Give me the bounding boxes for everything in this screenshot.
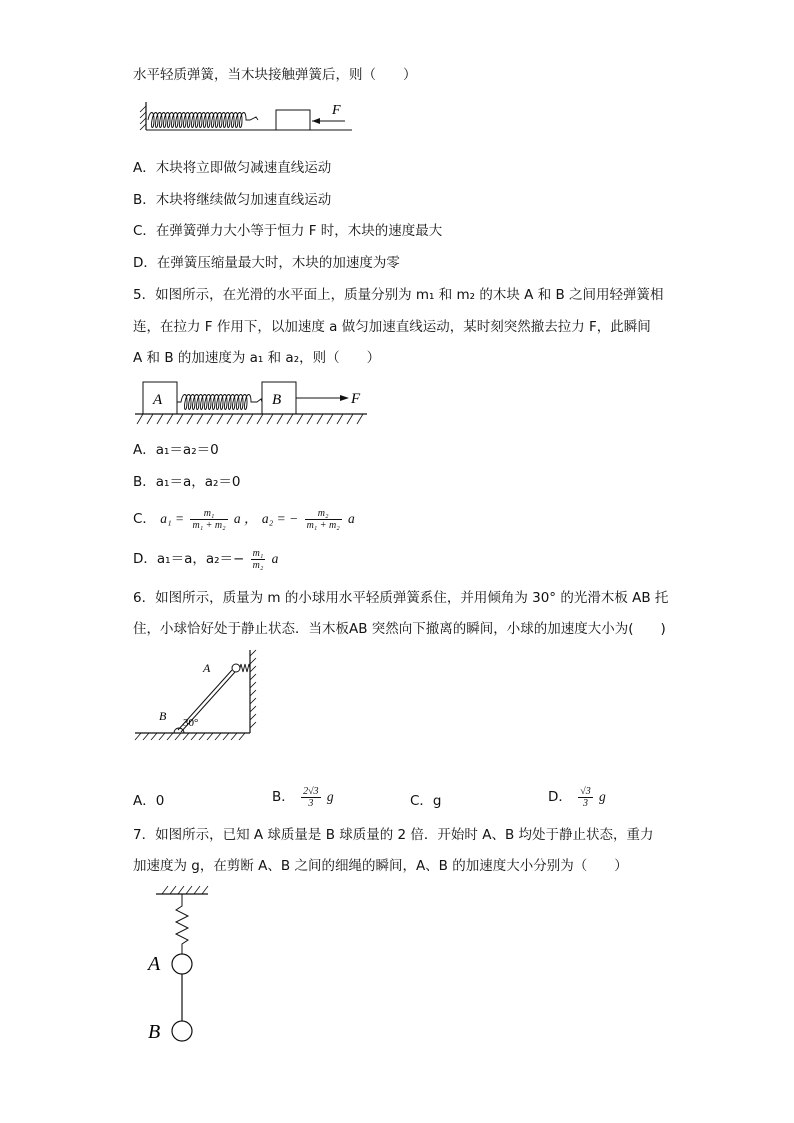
q7-label-b: B	[148, 1021, 161, 1043]
q5-stem-line-1: 5．如图所示，在光滑的水平面上，质量分别为 m₁ 和 m₂ 的木块 A 和 B 之间用轻弹簧相	[133, 287, 664, 303]
q5-stem-line-3: A 和 B 的加速度为 a₁ 和 a₂，则（ ）	[133, 350, 381, 366]
q5-option-d-fraction: $\frac{\text{m₁}}{\text{m₂}}$	[252, 547, 264, 571]
q5-option-b: B．a₁＝a，a₂＝0	[133, 474, 241, 490]
q7-figure-hanging-balls	[140, 884, 210, 1044]
q6-option-d-fraction: $\frac{√3}{3}$	[580, 785, 591, 809]
q5-option-c-fraction-2: $\frac{\text{m₂}}{\text{m₁ + m₂}}$	[306, 507, 340, 531]
q5-option-d: D．a₁＝a，a₂＝− $\frac{\text{m₁}}{\text{m₂}}$ a	[133, 547, 279, 571]
q4-figure-spring-block	[140, 100, 360, 136]
q6-figure-incline-spring	[133, 648, 273, 743]
q6-option-b: B． $\frac{2√3}{3}$ g	[272, 785, 334, 809]
q6-ball	[232, 664, 240, 672]
q6-stem-line-1: 6．如图所示，质量为 m 的小球用水平轻质弹簧系住，并用倾角为 30° 的光滑木板 AB 托	[133, 590, 669, 606]
q6-label-b: B	[159, 709, 167, 723]
q5-option-c: C． a₁ = $\frac{\text{m₁}}{\text{m₁ + m₂}}$ a ， a₂ = − $\frac{\text{m₂}}{\text{m₁ + m₂}}$ a	[133, 507, 355, 531]
q5-label-a: A	[153, 392, 163, 408]
q6-option-d: D． $\frac{√3}{3}$ g	[548, 785, 606, 809]
q6-option-a: A．0	[133, 793, 165, 809]
q5-option-a: A．a₁＝a₂＝0	[133, 442, 219, 458]
q6-option-b-fraction: $\frac{2√3}{3}$	[303, 785, 319, 809]
q6-label-a: A	[203, 661, 211, 675]
q6-label-angle: 30°	[183, 717, 199, 729]
q4-option-a: A．木块将立即做匀减速直线运动	[133, 160, 332, 176]
q4-force-label: F	[332, 103, 341, 118]
q4-option-c: C．在弹簧弹力大小等于恒力 F 时，木块的速度最大	[133, 223, 443, 239]
q5-label-b: B	[272, 392, 282, 408]
q7-stem-line-2: 加速度为 g，在剪断 A、B 之间的细绳的瞬间，A、B 的加速度大小分别为（ ）	[133, 858, 628, 874]
q4-option-d: D．在弹簧压缩量最大时，木块的加速度为零	[133, 255, 400, 271]
q5-option-c-fraction-1: $\frac{\text{m₁}}{\text{m₁ + m₂}}$	[192, 507, 226, 531]
q7-label-a: A	[148, 953, 161, 975]
q4-option-b: B．木块将继续做匀加速直线运动	[133, 192, 332, 208]
q6-option-c: C．g	[410, 793, 442, 809]
q4-stem-tail: 水平轻质弹簧，当木块接触弹簧后，则（ ）	[133, 67, 417, 83]
q5-figure-two-blocks	[135, 382, 375, 432]
q7-ball-b	[172, 1021, 192, 1041]
q7-stem-line-1: 7．如图所示，已知 A 球质量是 B 球质量的 2 倍．开始时 A、B 均处于静止状态，重力	[133, 827, 654, 843]
q7-ball-a	[172, 954, 192, 974]
q5-label-f: F	[351, 391, 361, 407]
q4-block	[276, 110, 310, 130]
q5-stem-line-2: 连，在拉力 F 作用下，以加速度 a 做匀加速直线运动，某时刻突然撤去拉力 F，此瞬间	[133, 319, 651, 335]
q6-stem-line-2: 住，小球恰好处于静止状态．当木板AB 突然向下撤离的瞬间，小球的加速度大小为( )	[133, 621, 666, 637]
